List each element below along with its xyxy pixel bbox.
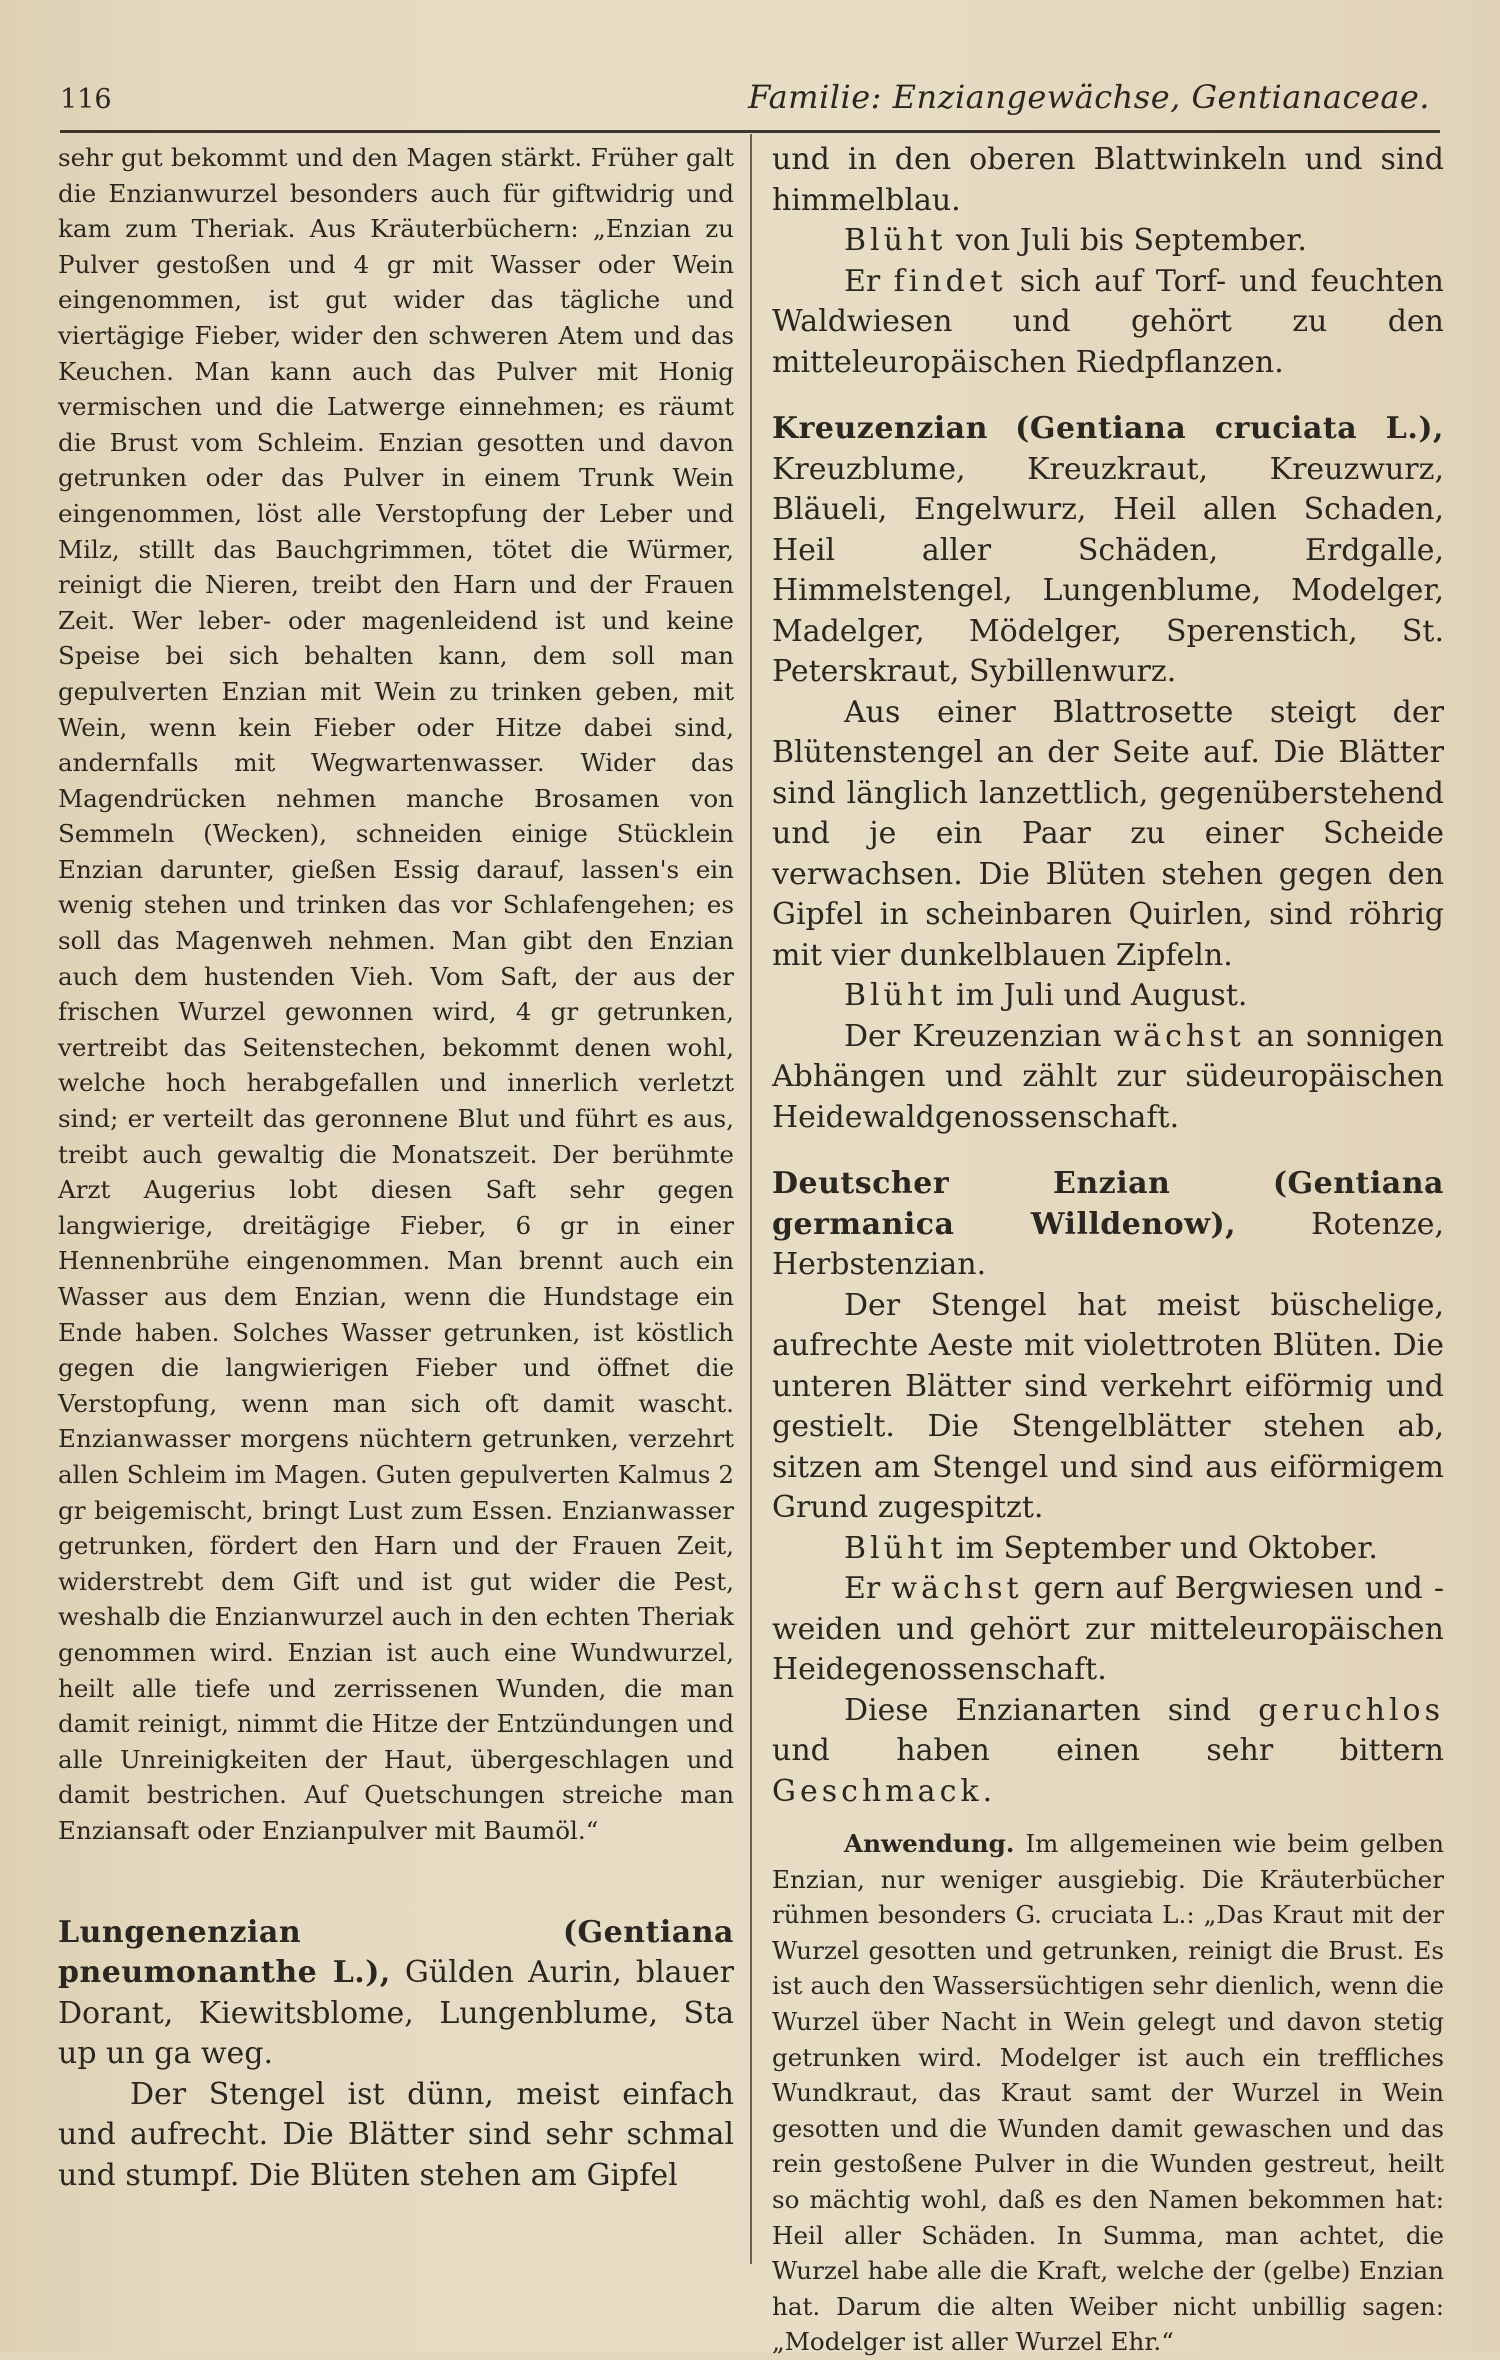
species-name: Kreuzenzian bbox=[772, 411, 988, 446]
habitat-text-start: Der Kreuzenzian bbox=[844, 1018, 1114, 1054]
running-title: Familie: Enziangewächse, Gentianaceae. bbox=[748, 78, 1430, 116]
anwendung-paragraph bbox=[772, 1826, 1444, 2360]
bloom-text: im Juli und August. bbox=[946, 978, 1248, 1013]
deutscher-enzian-bloom-time bbox=[772, 1529, 1444, 1570]
continuation-paragraph: sehr gut bekommt und den Magen stärkt. Früher galt die Enzianwurzel besonders auch für giftwidrig und kam zum Theriak. Aus Kräuterbüchern: „Enzian zu Pulver gestoßen und 4 gr mit Wasser oder Wein eingenommen, ist gut wider das tägliche und viertägige Fieber, wider den schweren Atem und das Keuchen. Man kann auch das Pulver mit Honig vermischen und die Latwerge einnehmen; es räumt die Brust vom Schleim. Enzian gesotten und davon getrunken oder das Pulver in einem Trunk Wein eingenommen, löst alle Verstopfung der Leber und Milz, stillt das Bauchgrimmen, tötet die Würmer, reinigt die Nieren, treibt den Harn und der Frauen Zeit. Wer leber- oder magenleidend ist und keine Speise bei sich behalten kann, dem soll man gepulverten Enzian mit Wein zu trinken geben, mit Wein, wenn kein Fieber oder Hitze dabei sind, andernfalls mit Wegwartenwasser. Wider das Magendrücken nehmen manche Brosamen von Semmeln (Wecken), schneiden einige Stücklein Enzian darunter, gießen Essig darauf, lassen's ein wenig stehen und trinken das vor Schlafengehen; es soll das Magenweh nehmen. Man gibt den Enzian auch dem hustenden Vieh. Vom Saft, der aus der frischen Wurzel gewonnen wird, 4 gr getrunken, vertreibt das Seitenstechen, bekommt denen wohl, welche hoch herabgefallen und innerlich verletzt sind; er verteilt das geronnene Blut und führt es aus, treibt auch gewaltig die Monatszeit. Der berühmte Arzt Augerius lobt diesen Saft sehr gegen langwierige, dreitägige Fieber, 6 gr in einer Hennenbrühe eingenommen. Man brennt auch ein Wasser aus dem Enzian, wenn die Hundstage ein Ende haben. Solches Wasser getrunken, ist köstlich gegen die langwierigen Fieber und öffnet die Verstopfung, wenn man sich oft damit wascht. Enzianwasser morgens nüchtern getrunken, verzehrt allen Schleim im Magen. Guten gepulverten Kalmus 2 gr beigemischt, bringt Lust zum Essen. Enzianwasser getrunken, fördert den Harn und der Frauen Zeit, widerstrebt dem Gift und ist gut wider die Pest, weshalb die Enzianwurzel auch in den echten Theriak genommen wird. Enzian ist auch eine Wundwurzel, heilt alle tiefe und zerrissenen Wunden, die man damit reinigt, nimmt die Hitze der Entzündungen und alle Unreinigkeiten der Haut, übergeschlagen und damit bestrichen. Auf Quetschungen streiche man Enziansaft oder Enzianpulver mit Baumöl.“ bbox=[58, 143, 734, 1845]
lungenenzian-habitat bbox=[772, 262, 1444, 384]
species-name: Lungenenzian bbox=[58, 1914, 302, 1950]
kreuzenzian-description: Aus einer Blattrosette steigt der Blütenstengel an der Seite auf. Die Blätter sind länglich lanzettlich, gegenüberstehend und je ein Paar zu einer Scheide verwachsen. Die Blüten stehen gegen den Gipfel in scheinbaren Quirlen, sind röhrig mit vier dunkelblauen Zipfeln. bbox=[772, 694, 1444, 973]
left-column bbox=[58, 140, 734, 2196]
species-name: Deutscher Enzian bbox=[772, 1166, 1171, 1201]
lungenenzian-description-continued: und in den oberen Blattwinkeln und sind himmelblau. bbox=[772, 142, 1444, 218]
kreuzenzian-bloom-time bbox=[772, 976, 1444, 1017]
page-header bbox=[60, 78, 1440, 128]
bloom-label: Blüht bbox=[844, 978, 947, 1013]
bloom-label: Blüht bbox=[844, 1530, 947, 1566]
species-latin-name: (Gentiana pneumonanthe L.), bbox=[58, 1914, 734, 1990]
bloom-text: im September und Oktober. bbox=[946, 1530, 1378, 1566]
habitat-label: wächst bbox=[1113, 1018, 1245, 1054]
habitat-text-end: gern auf Bergwiesen und -weiden und gehört zur mitteleuropäischen Heidegenossenschaft. bbox=[772, 1571, 1445, 1687]
taste-label: Geschmack bbox=[772, 1773, 983, 1809]
species-latin-name: (Gentiana germanica Willdenow), bbox=[772, 1166, 1444, 1242]
species-synonyms: Kreuzblume, Kreuzkraut, Kreuzwurz, Bläueli, Engelwurz, Heil allen Schaden, Heil aller Schäden, Erdgalle, Himmelstengel, Lungenblume, Modelger, Madelger, Mödelger, Sperenstich, St. Peterskraut, Sybillenwurz. bbox=[772, 451, 1444, 689]
kreuzenzian-habitat bbox=[772, 1017, 1444, 1139]
page-number: 116 bbox=[60, 84, 112, 115]
deutscher-enzian-description: Der Stengel hat meist büschelige, aufrechte Aeste mit violettroten Blüten. Die unteren Blätter sind verkehrt eiförmig und gestielt. Die Stengelblätter stehen ab, sitzen am Stengel und sind aus eiförmigem Grund zugespitzt. bbox=[772, 1287, 1444, 1525]
species-synonyms: Rotenze, Herbstenzian. bbox=[772, 1206, 1444, 1282]
bloom-text: von Juli bis September. bbox=[946, 223, 1307, 258]
smell-label: geruchlos bbox=[1258, 1692, 1444, 1728]
smell-text-start: Diese Enzianarten sind bbox=[844, 1692, 1259, 1728]
habitat-text-start: Er bbox=[844, 1571, 892, 1606]
lungenenzian-description: Der Stengel ist dünn, meist einfach und aufrecht. Die Blätter sind sehr schmal und stumpf. Die Blüten stehen am Gipfel bbox=[58, 2076, 734, 2193]
lungenenzian-heading bbox=[58, 1913, 734, 2075]
anwendung-label: Anwendung. bbox=[844, 1829, 1015, 1858]
kreuzenzian-heading bbox=[772, 409, 1444, 693]
habitat-text-end: sich auf Torf- und feuchten Waldwiesen und gehört zu den mitteleuropäischen Riedpflanzen. bbox=[772, 263, 1445, 380]
deutscher-enzian-heading bbox=[772, 1164, 1444, 1286]
habitat-text-end: an sonnigen Abhängen und zählt zur südeuropäischen Heidewaldgenossenschaft. bbox=[772, 1018, 1444, 1135]
smell-taste-paragraph bbox=[772, 1691, 1444, 1813]
anwendung-text: Im allgemeinen wie beim gelben Enzian, nur weniger ausgiebig. Die Kräuterbücher rühmen besonders G. cruciata L.: „Das Kraut mit der Wurzel gesotten und getrunken, reinigt die Brust. Es ist auch den Wassersüchtigen sehr dienlich, wenn die Wurzel über Nacht in Wein gelegt und davon stetig getrunken wird. Modelger ist auch ein treffliches Wundkraut, das Kraut samt der Wurzel in Wein gesotten und die Wunden damit gewaschen und das rein gestoßene Pulver in die Wunden gestreut, heilt so mächtig wohl, daß es den Namen bekommen hat: Heil aller Schäden. In Summa, man achtet, die Wurzel habe alle die Kraft, welche der (gelbe) Enzian hat. Darum die alten Weiber nicht unbillig sagen: „Modelger ist aller Wurzel Ehr.“ bbox=[772, 1829, 1444, 2357]
habitat-text-start: Er bbox=[844, 263, 894, 299]
smell-text-end: und haben einen sehr bittern bbox=[772, 1733, 1444, 1768]
bloom-label: Blüht bbox=[844, 223, 947, 258]
habitat-label: findet bbox=[893, 263, 1007, 299]
column-divider bbox=[750, 134, 752, 2264]
species-synonyms: Gülden Aurin, blauer Dorant, Kiewitsblome, Lungenblume, Sta up un ga weg. bbox=[58, 1955, 734, 2071]
right-column bbox=[772, 140, 1444, 2360]
habitat-label: wächst bbox=[891, 1571, 1023, 1606]
deutscher-enzian-habitat bbox=[772, 1569, 1444, 1691]
species-latin-name: (Gentiana cruciata L.), bbox=[1015, 411, 1444, 446]
taste-end: . bbox=[982, 1773, 993, 1809]
lungenenzian-bloom-time bbox=[772, 221, 1444, 262]
header-rule bbox=[60, 130, 1440, 133]
